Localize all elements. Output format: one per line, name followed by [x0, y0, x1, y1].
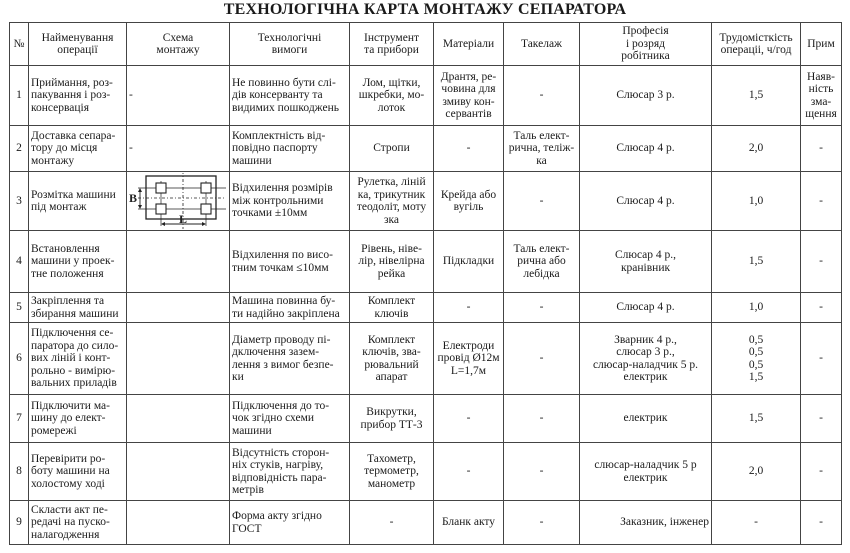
labor-cell: 2,0: [712, 126, 801, 172]
labor-cell: 1,0: [712, 293, 801, 323]
arrow-head: [138, 205, 142, 209]
requirements-cell: Відсутність сторон- ніх стуків, нагріву, відповідність пара- метрів: [230, 443, 350, 501]
labor-cell: 1,5: [712, 231, 801, 293]
materials-cell: Підкладки: [434, 231, 504, 293]
requirements-cell: Комплектність від- повідно паспорту машини: [230, 126, 350, 172]
rigging-cell: -: [504, 66, 580, 126]
rigging-cell: Таль елект- рична або лебідка: [504, 231, 580, 293]
anchor-point: [156, 183, 166, 193]
header-tools: Інструмент та прибори: [350, 23, 434, 66]
note-cell: -: [801, 443, 842, 501]
row-number: 7: [10, 395, 29, 443]
arrow-head: [138, 188, 142, 192]
note-cell: -: [801, 231, 842, 293]
operation-name: Розмітка машини під монтаж: [29, 172, 127, 231]
materials-cell: Крейда або вугіль: [434, 172, 504, 231]
row-number: 2: [10, 126, 29, 172]
row-number: 5: [10, 293, 29, 323]
table-row: [10, 443, 842, 501]
tools-cell: Тахометр, термометр, манометр: [350, 443, 434, 501]
profession-cell: Слюсар 3 р.: [580, 66, 712, 126]
tools-cell: Викрутки, прибор ТТ-3: [350, 395, 434, 443]
anchor-point: [201, 183, 211, 193]
profession-cell: Слюсар 4 р.: [580, 126, 712, 172]
rigging-cell: -: [504, 323, 580, 395]
operation-name: Встановлення машини у проек- тне положення: [29, 231, 127, 293]
scheme-cell: [127, 323, 230, 395]
row-number: 3: [10, 172, 29, 231]
requirements-cell: Форма акту згідно ГОСТ: [230, 501, 350, 545]
requirements-cell: Не повинно бути слі- дів консерванту та видимих пошкоджень: [230, 66, 350, 126]
note-cell: -: [801, 126, 842, 172]
note-cell: -: [801, 293, 842, 323]
profession-cell: Зварник 4 р., слюсар 3 р., слюсар-наладчик 5 р. електрик: [580, 323, 712, 395]
marking-diagram: [128, 173, 228, 229]
labor-cell: 0,5 0,5 0,5 1,5: [712, 323, 801, 395]
tools-cell: Рулетка, ліній ка, трикутник теодоліт, моту зка: [350, 172, 434, 231]
scheme-cell: [127, 293, 230, 323]
dimension-l-label: L: [179, 212, 188, 226]
header-row: [10, 23, 842, 66]
dimension-b-label: B: [129, 191, 138, 205]
row-number: 1: [10, 66, 29, 126]
table-row: [10, 172, 842, 231]
rigging-cell: -: [504, 172, 580, 231]
tools-cell: Рівень, ніве- лір, нівелірна рейка: [350, 231, 434, 293]
table-row: [10, 293, 842, 323]
scheme-cell: -: [127, 66, 230, 126]
row-number: 4: [10, 231, 29, 293]
rigging-cell: -: [504, 501, 580, 545]
materials-cell: -: [434, 443, 504, 501]
scheme-cell: [127, 172, 230, 231]
rigging-cell: -: [504, 293, 580, 323]
materials-cell: Дрантя, ре- човина для змиву кон- сервантів: [434, 66, 504, 126]
operation-name: Перевірити ро- боту машини на холостому ході: [29, 443, 127, 501]
header-requirements: Технологічні вимоги: [230, 23, 350, 66]
materials-cell: -: [434, 395, 504, 443]
rigging-cell: Таль елект- рична, теліж- ка: [504, 126, 580, 172]
header-note: Прим: [801, 23, 842, 66]
row-number: 6: [10, 323, 29, 395]
rigging-cell: -: [504, 443, 580, 501]
materials-cell: -: [434, 293, 504, 323]
table-row: [10, 231, 842, 293]
requirements-cell: Підключення до то- чок згідно схеми машини: [230, 395, 350, 443]
tech-map-table: [9, 22, 842, 545]
tools-cell: Комплект ключів, зва- рювальний апарат: [350, 323, 434, 395]
tools-cell: Комплект ключів: [350, 293, 434, 323]
note-cell: -: [801, 323, 842, 395]
labor-cell: 1,5: [712, 66, 801, 126]
note-cell: -: [801, 172, 842, 231]
operation-name: Доставка сепара- тору до місця монтажу: [29, 126, 127, 172]
profession-cell: Слюсар 4 р., кранівник: [580, 231, 712, 293]
requirements-cell: Відхилення по висо- тним точкам ≤10мм: [230, 231, 350, 293]
rigging-cell: -: [504, 395, 580, 443]
operation-name: Закріплення та збирання машини: [29, 293, 127, 323]
table-row: [10, 501, 842, 545]
note-cell: -: [801, 395, 842, 443]
scheme-cell: [127, 501, 230, 545]
table-row: [10, 66, 842, 126]
profession-cell: Слюсар 4 р.: [580, 172, 712, 231]
tools-cell: -: [350, 501, 434, 545]
anchor-point: [201, 204, 211, 214]
profession-cell: слюсар-наладчик 5 р електрик: [580, 443, 712, 501]
scheme-cell: [127, 231, 230, 293]
operation-name: Приймання, роз- пакування і роз- консервація: [29, 66, 127, 126]
requirements-cell: Машина повинна бу- ти надійно закріплена: [230, 293, 350, 323]
header-labor: Трудомісткість операціі, ч/год: [712, 23, 801, 66]
arrow-head: [202, 222, 206, 226]
scheme-cell: [127, 443, 230, 501]
tools-cell: Лом, щітки, шкребки, мо- лоток: [350, 66, 434, 126]
header-operation: Найменування операції: [29, 23, 127, 66]
table-row: [10, 395, 842, 443]
note-cell: -: [801, 501, 842, 545]
row-number: 8: [10, 443, 29, 501]
labor-cell: 2,0: [712, 443, 801, 501]
requirements-cell: Відхилення розмірів між контрольними точками ±10мм: [230, 172, 350, 231]
tools-cell: Стропи: [350, 126, 434, 172]
operation-name: Підключити ма- шину до елект- ромережі: [29, 395, 127, 443]
scheme-cell: [127, 395, 230, 443]
operation-name: Скласти акт пе- редачі на пуско- налагодження: [29, 501, 127, 545]
labor-cell: -: [712, 501, 801, 545]
header-rigging: Такелаж: [504, 23, 580, 66]
table-row: [10, 323, 842, 395]
labor-cell: 1,5: [712, 395, 801, 443]
header-materials: Матеріали: [434, 23, 504, 66]
profession-cell: Слюсар 4 р.: [580, 293, 712, 323]
document-title: ТЕХНОЛОГІЧНА КАРТА МОНТАЖУ СЕПАРАТОРА: [223, 1, 627, 18]
profession-cell: електрик: [580, 395, 712, 443]
header-scheme: Схема монтажу: [127, 23, 230, 66]
scheme-cell: -: [127, 126, 230, 172]
header-profession: Професія і розряд робітника: [580, 23, 712, 66]
row-number: 9: [10, 501, 29, 545]
operation-name: Підключення се- паратора до сило- вих ліній і конт- рольно - вимірю- вальних приладів: [29, 323, 127, 395]
materials-cell: Бланк акту: [434, 501, 504, 545]
arrow-head: [161, 222, 165, 226]
anchor-point: [156, 204, 166, 214]
materials-cell: -: [434, 126, 504, 172]
requirements-cell: Діаметр проводу пі- дключення зазем- лення з вимог безпе- ки: [230, 323, 350, 395]
table-row: [10, 126, 842, 172]
profession-cell: Заказник, інженер: [580, 501, 712, 545]
labor-cell: 1,0: [712, 172, 801, 231]
header-number: №: [10, 23, 29, 66]
note-cell: Наяв- ність зма- щення: [801, 66, 842, 126]
materials-cell: Електроди провід Ø12м L=1,7м: [434, 323, 504, 395]
